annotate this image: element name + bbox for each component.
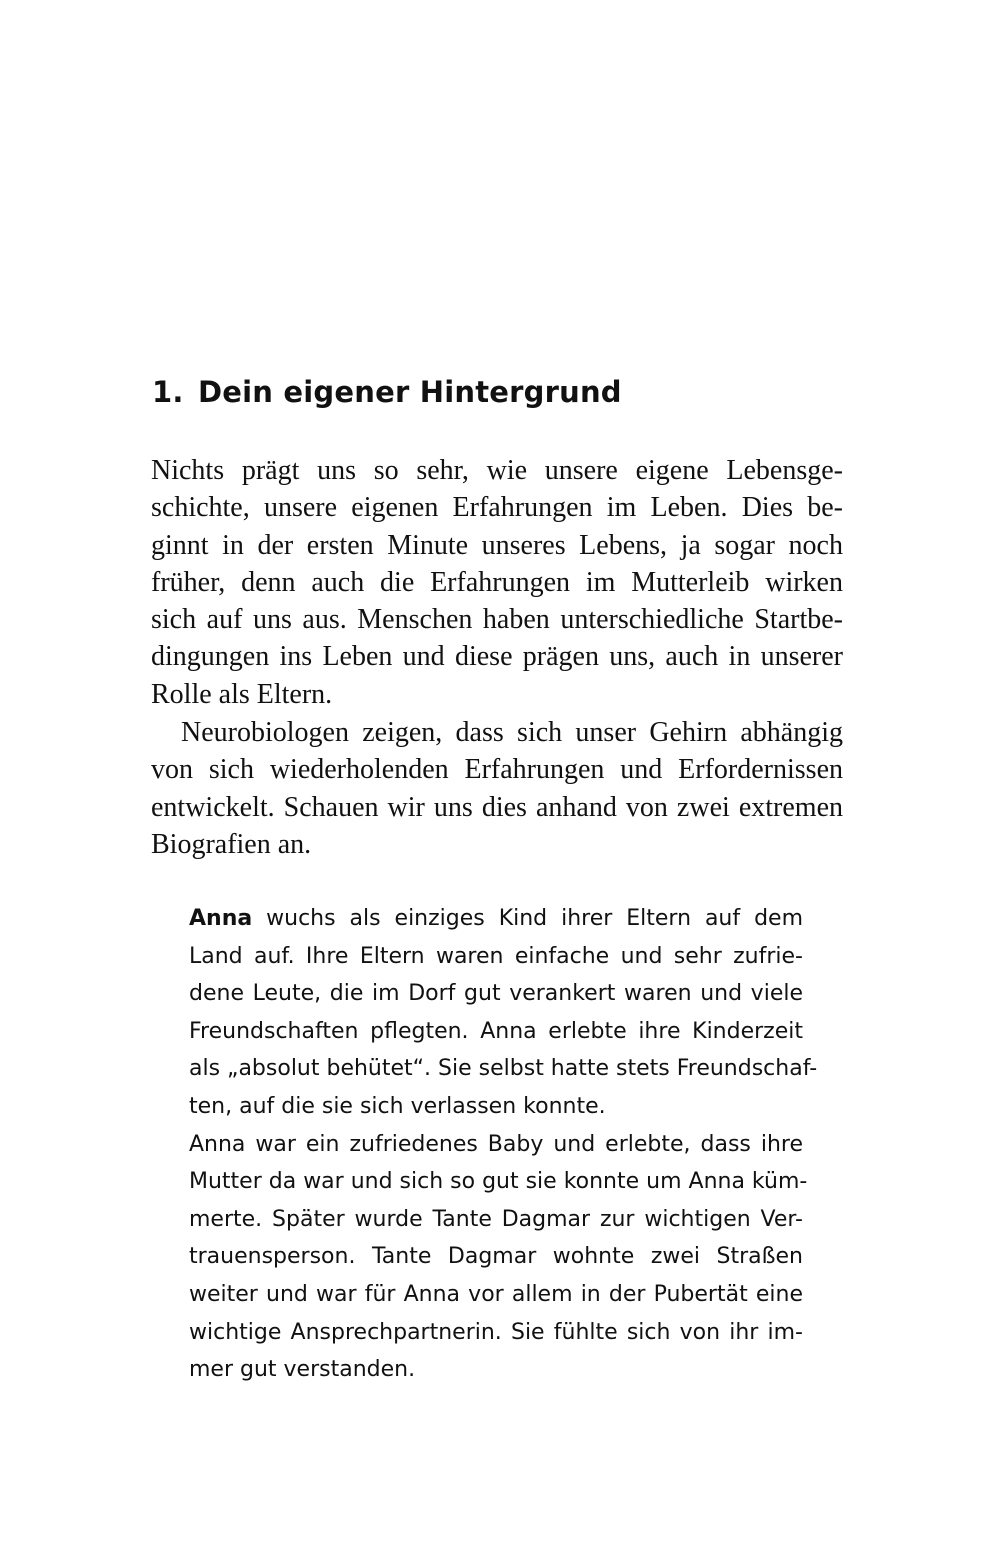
text-line: ginnt in der ersten Minute unseres Lebens, ja sogar noch [151,529,843,561]
paragraph-intro [151,452,843,713]
text-line: sich auf uns aus. Menschen haben unterschiedliche Startbe- [151,604,843,636]
text-line: wichtige Ansprechpartnerin. Sie fühlte sich von ihr im- [189,1319,803,1345]
text-line: Mutter da war und sich so gut sie konnte um Anna küm- [189,1169,808,1195]
text-line: als „absolut behütet“. Sie selbst hatte stets Freundschaf- [189,1056,818,1082]
chapter-title [152,372,622,412]
text-line: Nichts prägt uns so sehr, wie unsere eigene Lebensge- [151,455,843,486]
text-line: dene Leute, die im Dorf gut verankert waren und viele [189,981,803,1007]
text-line: trauensperson. Tante Dagmar wohnte zwei Straßen [189,1244,803,1270]
example-biography-anna [189,900,818,1389]
text-line: schichte, unsere eigenen Erfahrungen im Leben. Dies be- [151,492,843,524]
text-line: dingungen ins Leben und diese prägen uns, auch in unserer [151,641,843,673]
text-line: Anna war ein zufriedenes Baby und erlebte, dass ihre [189,1131,803,1157]
text-line: Neurobiologen zeigen, dass sich unser Gehirn abhängig [181,717,843,748]
text-line: merte. Später wurde Tante Dagmar zur wichtigen Ver- [189,1206,803,1232]
text-line: Freundschaften pflegten. Anna erlebte ihre Kinderzeit [189,1018,803,1044]
text-line-rest: wuchs als einziges Kind ihrer Eltern auf dem [252,906,803,931]
text-line: Land auf. Ihre Eltern waren einfache und sehr zufrie- [189,943,803,969]
text-line [189,900,803,938]
text-line: Biografien an. [151,828,312,860]
text-line: Rolle als Eltern. [151,678,333,710]
chapter-number: 1. [152,375,184,409]
chapter-title-text: Dein eigener Hintergrund [198,375,622,409]
text-line: früher, denn auch die Erfahrungen im Mutterleib wirken [151,566,843,598]
example-name: Anna [189,906,253,931]
text-line: ten, auf die sie sich verlassen konnte. [189,1093,606,1119]
text-line: entwickelt. Schauen wir uns dies anhand von zwei extremen [151,791,843,823]
text-line: weiter und war für Anna vor allem in der Pubertät eine [189,1281,803,1307]
paragraph-neurobiology [151,714,843,863]
text-line: mer gut verstanden. [189,1357,416,1383]
text-line: von sich wiederholenden Erfahrungen und Erfordernissen [151,754,843,786]
